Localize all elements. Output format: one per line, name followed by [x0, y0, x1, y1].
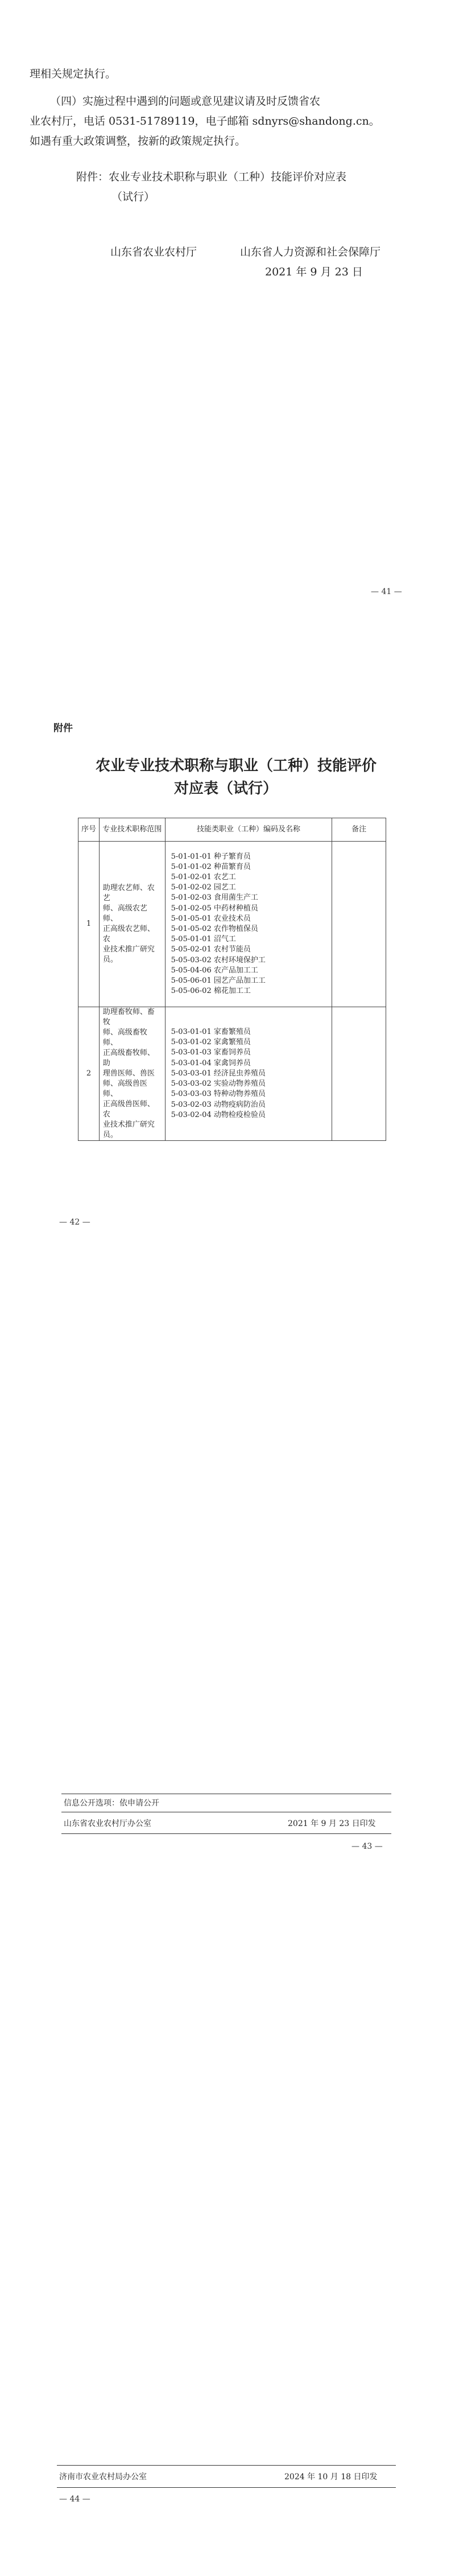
range-line: 师、高级兽医师、	[102, 1079, 147, 1098]
job-code: 5-01-02-03 食用菌生产工	[171, 893, 258, 902]
issuer: 山东省农业农村厅办公室	[64, 1819, 151, 1828]
row-number: 1	[78, 842, 100, 1007]
job-code: 5-01-02-01 农艺工	[171, 872, 236, 881]
range-line: 正高级畜牧师、助	[102, 1049, 155, 1068]
job-code: 5-01-02-02 园艺工	[171, 883, 236, 892]
table-row	[78, 842, 386, 1007]
job-code: 5-03-03-03 特种动物养殖员	[171, 1090, 266, 1099]
job-code: 5-05-02-01 农村节能员	[171, 945, 251, 954]
range-line: 助理农艺师、农艺	[102, 884, 155, 902]
attachment-note: 附件：农业专业技术职称与职业（工种）技能评价对应表	[76, 171, 347, 183]
signing-date: 2021 年 9 月 23 日	[265, 266, 363, 278]
attachment-label: 附件	[53, 723, 73, 734]
body-text-line: 如遇有重大政策调整，按新的政策规定执行。	[30, 135, 246, 147]
range-line: 助理畜牧师、畜牧	[102, 1008, 155, 1027]
range-line: 员。	[102, 1131, 118, 1139]
range-line: 师、高级农艺师、	[102, 904, 147, 923]
range-line: 正高级农艺师、农	[102, 925, 155, 943]
range-line: 员。	[102, 955, 118, 964]
signing-org-hrss: 山东省人力资源和社会保障厅	[240, 246, 381, 258]
page-number: — 44 —	[59, 2495, 90, 2504]
job-code: 5-05-06-01 园艺产品加工工	[171, 976, 266, 986]
page-number: — 41 —	[371, 587, 402, 596]
header-codes: 技能类职业（工种）编码及名称	[165, 818, 332, 842]
signing-org-agriculture: 山东省农业农村厅	[110, 246, 197, 258]
job-code: 5-03-01-04 家禽饲养员	[171, 1058, 251, 1068]
table-row	[78, 1007, 386, 1141]
header-range: 专业技术职称范围	[99, 818, 165, 842]
job-code: 5-01-05-02 农作物植保员	[171, 925, 258, 933]
job-code: 5-05-03-02 农村环境保护工	[171, 955, 266, 965]
title-range-cell	[99, 842, 165, 1007]
job-code: 5-03-03-02 实验动物养殖员	[171, 1079, 266, 1089]
range-line: 业技术推广研究	[102, 1120, 155, 1129]
body-text-line: 理相关规定执行。	[30, 68, 117, 80]
job-code: 5-01-02-05 中药材种植员	[171, 904, 258, 913]
job-code: 5-03-02-03 动物疫病防治员	[171, 1100, 266, 1109]
row-number: 2	[78, 1007, 100, 1141]
attachment-title: 农业专业技术职称与职业（工种）技能评价	[96, 757, 377, 774]
job-codes-cell	[165, 842, 332, 1007]
title-range-cell	[99, 1007, 165, 1141]
body-text-line: 业农村厅，电话 0531-51789119，电子邮箱 sdnyrs@shandong.cn。	[30, 115, 380, 127]
divider	[57, 2465, 396, 2466]
job-code: 5-01-01-01 种子繁育员	[171, 852, 251, 861]
job-code: 5-03-02-04 动物检疫检验员	[171, 1110, 266, 1119]
job-code: 5-03-01-01 家畜繁殖员	[171, 1028, 251, 1037]
job-code: 5-05-01-01 沼气工	[171, 935, 236, 944]
issue-date: 2024 年 10 月 18 日印发	[284, 2472, 378, 2482]
body-text-line: （四）实施过程中遇到的问题或意见建议请及时反馈省农	[50, 95, 321, 108]
divider	[57, 2487, 396, 2488]
job-code: 5-01-05-01 农业技术员	[171, 914, 251, 923]
job-code: 5-05-04-06 农产品加工工	[171, 966, 258, 975]
job-code: 5-03-03-01 经济昆虫养殖员	[171, 1069, 266, 1078]
job-code: 5-03-01-02 家禽繁殖员	[171, 1038, 251, 1047]
range-line: 理兽医师、兽医	[102, 1069, 155, 1078]
header-no: 序号	[78, 818, 100, 842]
divider	[61, 1833, 391, 1834]
attachment-title-cont: 对应表（试行）	[174, 780, 278, 797]
job-code: 5-05-06-02 棉花加工工	[171, 987, 251, 996]
table-header-row	[78, 818, 386, 842]
skill-mapping-table	[78, 818, 386, 1141]
issue-date: 2021 年 9 月 23 日印发	[288, 1819, 376, 1828]
range-line: 师、高级畜牧师、	[102, 1028, 147, 1047]
page-number: — 43 —	[351, 1842, 383, 1851]
header-note: 备注	[332, 818, 386, 842]
job-code: 5-03-01-03 家畜饲养员	[171, 1048, 251, 1057]
job-code: 5-01-01-02 种苗繁育员	[171, 862, 251, 871]
attachment-note-cont: （试行）	[111, 191, 155, 203]
page-number: — 42 —	[59, 1218, 90, 1227]
note-cell	[332, 842, 386, 1007]
job-codes-cell	[165, 1007, 332, 1141]
disclosure-option: 信息公开选项：依申请公开	[64, 1799, 159, 1808]
range-line: 业技术推广研究	[102, 945, 155, 954]
note-cell	[332, 1007, 386, 1141]
issuer: 济南市农业农村局办公室	[59, 2472, 147, 2482]
range-line: 正高级兽医师、农	[102, 1100, 155, 1119]
